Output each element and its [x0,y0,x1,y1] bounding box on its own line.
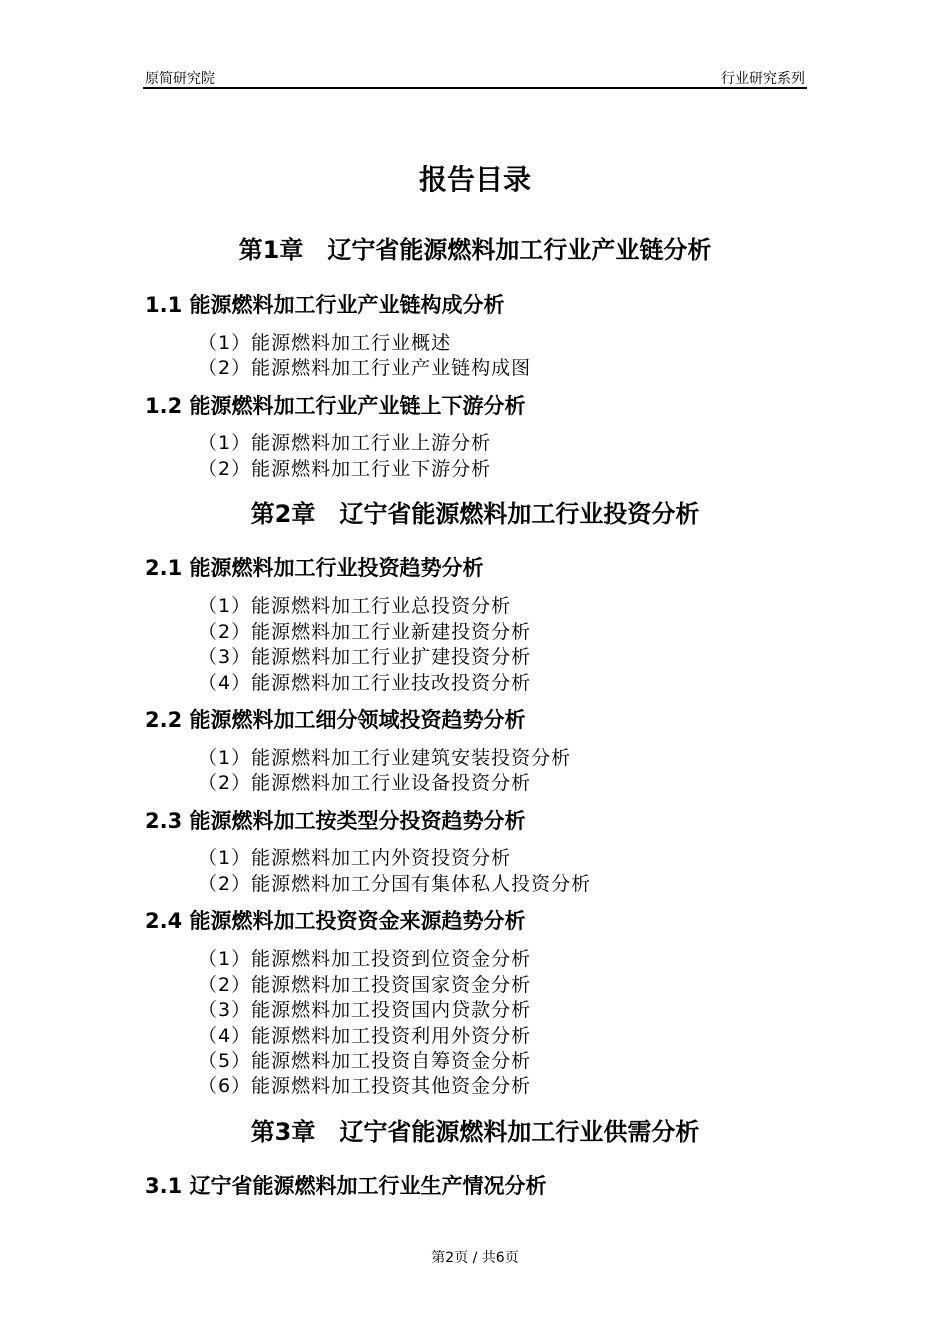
toc-item: （1）能源燃料加工内外资投资分析 [198,846,512,869]
page-number: 第2页 / 共6页 [431,1250,519,1266]
page-title: 报告目录 [418,163,531,196]
toc-item: （6）能源燃料加工投资其他资金分析 [198,1074,532,1097]
toc-item: （1）能源燃料加工行业上游分析 [198,431,492,454]
toc-item: （5）能源燃料加工投资自筹资金分析 [198,1049,532,1072]
toc-item: （2）能源燃料加工行业设备投资分析 [198,771,532,794]
toc-item: （2）能源燃料加工投资国家资金分析 [198,973,532,996]
toc-item: （1）能源燃料加工行业建筑安装投资分析 [198,746,572,769]
toc-item: （2）能源燃料加工分国有集体私人投资分析 [198,872,592,895]
toc-chapter: 第3章 辽宁省能源燃料加工行业供需分析 [250,1118,700,1146]
toc-chapter: 第1章 辽宁省能源燃料加工行业产业链分析 [238,236,712,264]
toc-item: （3）能源燃料加工行业扩建投资分析 [198,645,532,668]
toc-item: （2）能源燃料加工行业新建投资分析 [198,620,532,643]
toc-section: 2.1 能源燃料加工行业投资趋势分析 [145,555,484,580]
toc-item: （2）能源燃料加工行业下游分析 [198,457,492,480]
toc-item: （1）能源燃料加工行业概述 [198,331,452,354]
toc-chapter: 第2章 辽宁省能源燃料加工行业投资分析 [250,500,700,528]
toc-section: 2.4 能源燃料加工投资资金来源趋势分析 [145,908,526,933]
toc-section: 3.1 辽宁省能源燃料加工行业生产情况分析 [145,1173,547,1198]
toc-item: （2）能源燃料加工行业产业链构成图 [198,356,532,379]
toc-item: （4）能源燃料加工行业技改投资分析 [198,671,532,694]
toc-item: （4）能源燃料加工投资利用外资分析 [198,1024,532,1047]
header-divider [143,87,807,89]
toc-item: （1）能源燃料加工行业总投资分析 [198,594,512,617]
header-org-name: 原简研究院 [145,71,215,87]
toc-section: 2.3 能源燃料加工按类型分投资趋势分析 [145,808,526,833]
toc-section: 2.2 能源燃料加工细分领域投资趋势分析 [145,707,526,732]
toc-section: 1.2 能源燃料加工行业产业链上下游分析 [145,393,526,418]
toc-item: （1）能源燃料加工投资到位资金分析 [198,947,532,970]
toc-item: （3）能源燃料加工投资国内贷款分析 [198,998,532,1021]
header-series-name: 行业研究系列 [721,71,805,87]
toc-section: 1.1 能源燃料加工行业产业链构成分析 [145,292,505,317]
